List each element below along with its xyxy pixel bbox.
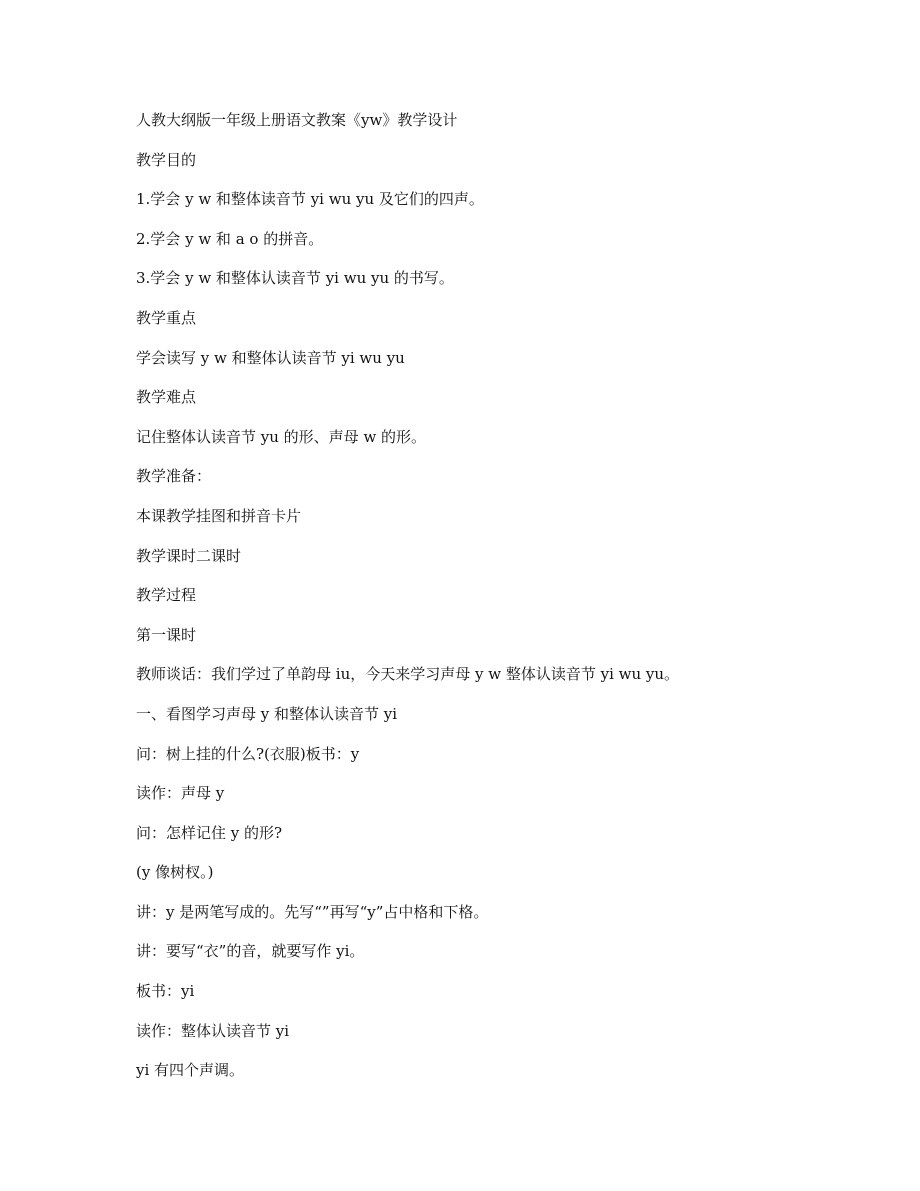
step-heading-1: 一、看图学习声母 y 和整体认读音节 yi [136,704,398,723]
paragraph-line: 问：怎样记住 y 的形? [136,823,283,842]
objective-item-2: 2.学会 y w 和 a o 的拼音。 [136,229,324,248]
difficulties-text: 记住整体认读音节 yu 的形、声母 w 的形。 [136,427,427,446]
section-heading-process: 教学过程 [136,586,197,605]
section-heading-objectives: 教学目的 [136,150,197,169]
paragraph-line: 讲：要写“衣”的音，就要写作 yi。 [136,942,365,961]
objective-item-1: 1.学会 y w 和整体读音节 yi wu yu 及它们的四声。 [136,190,484,209]
preparation-text: 本课教学挂图和拼音卡片 [136,506,302,525]
section-heading-key-points: 教学重点 [136,308,197,327]
paragraph-line: (y 像树杈。) [136,863,214,882]
paragraph-line: yi 有四个声调。 [136,1061,245,1080]
lesson-heading-first: 第一课时 [136,625,197,644]
key-points-text: 学会读写 y w 和整体认读音节 yi wu yu [136,348,405,367]
class-hours-text: 教学课时二课时 [136,546,242,565]
document-body [136,106,836,1096]
paragraph-line: 问：树上挂的什么?(衣服)板书：y [136,744,360,763]
objective-item-3: 3.学会 y w 和整体认读音节 yi wu yu 的书写。 [136,269,454,288]
section-heading-preparation: 教学准备： [136,467,212,486]
teacher-intro-text: 教师谈话：我们学过了单韵母 iu，今天来学习声母 y w 整体认读音节 yi wu yu。 [136,665,680,684]
paragraph-line: 讲：y 是两笔写成的。先写“”再写“y”占中格和下格。 [136,902,489,921]
paragraph-line: 板书：yi [136,982,195,1001]
paragraph-line: 读作：整体认读音节 yi [136,1021,290,1040]
paragraph-line: 读作：声母 y [136,784,225,803]
document-title: 人教大纲版一年级上册语文教案《yw》教学设计 [136,111,458,129]
section-heading-difficulties: 教学难点 [136,388,197,407]
